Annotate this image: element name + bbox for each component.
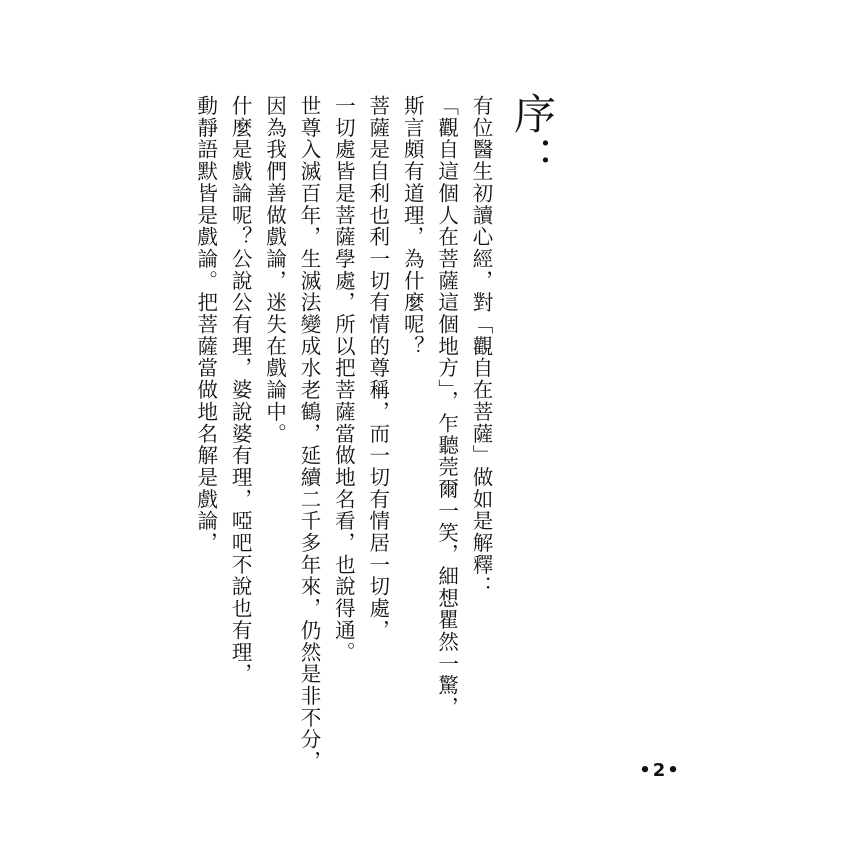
page-number: •2• xyxy=(639,760,681,781)
text-column-8: 什麼是戲論呢？公說公有理，婆說婆有理，啞吧不說也有理， xyxy=(228,95,253,685)
text-column-2: 「觀自這個人在菩薩這個地方」，乍聽莞爾一笑，細想瞿然一驚， xyxy=(434,95,459,719)
text-column-1: 有位醫生初讀心經，對「觀自在菩薩」做如是解釋： xyxy=(469,95,493,598)
text-column-5: 一切處皆是菩薩學處，所以把菩薩當做地名看，也說得通。 xyxy=(331,95,356,664)
vertical-body-text xyxy=(193,95,498,773)
text-column-6: 世尊入滅百年，生滅法變成水老鶴，延續二千多年來，仍然是非不分， xyxy=(296,95,321,773)
text-column-3: 斯言頗有道理，為什麼呢？ xyxy=(400,95,425,358)
text-column-7: 因為我們善做戲論，迷失在戲論中。 xyxy=(262,95,287,445)
text-column-4: 菩薩是自利也利一切有情的尊稱，而一切有情居一切處， xyxy=(365,95,390,642)
text-column-9: 動靜語默皆是戲論。把菩薩當做地名解是戲論， xyxy=(193,95,218,554)
page-title: 序： xyxy=(508,92,557,180)
